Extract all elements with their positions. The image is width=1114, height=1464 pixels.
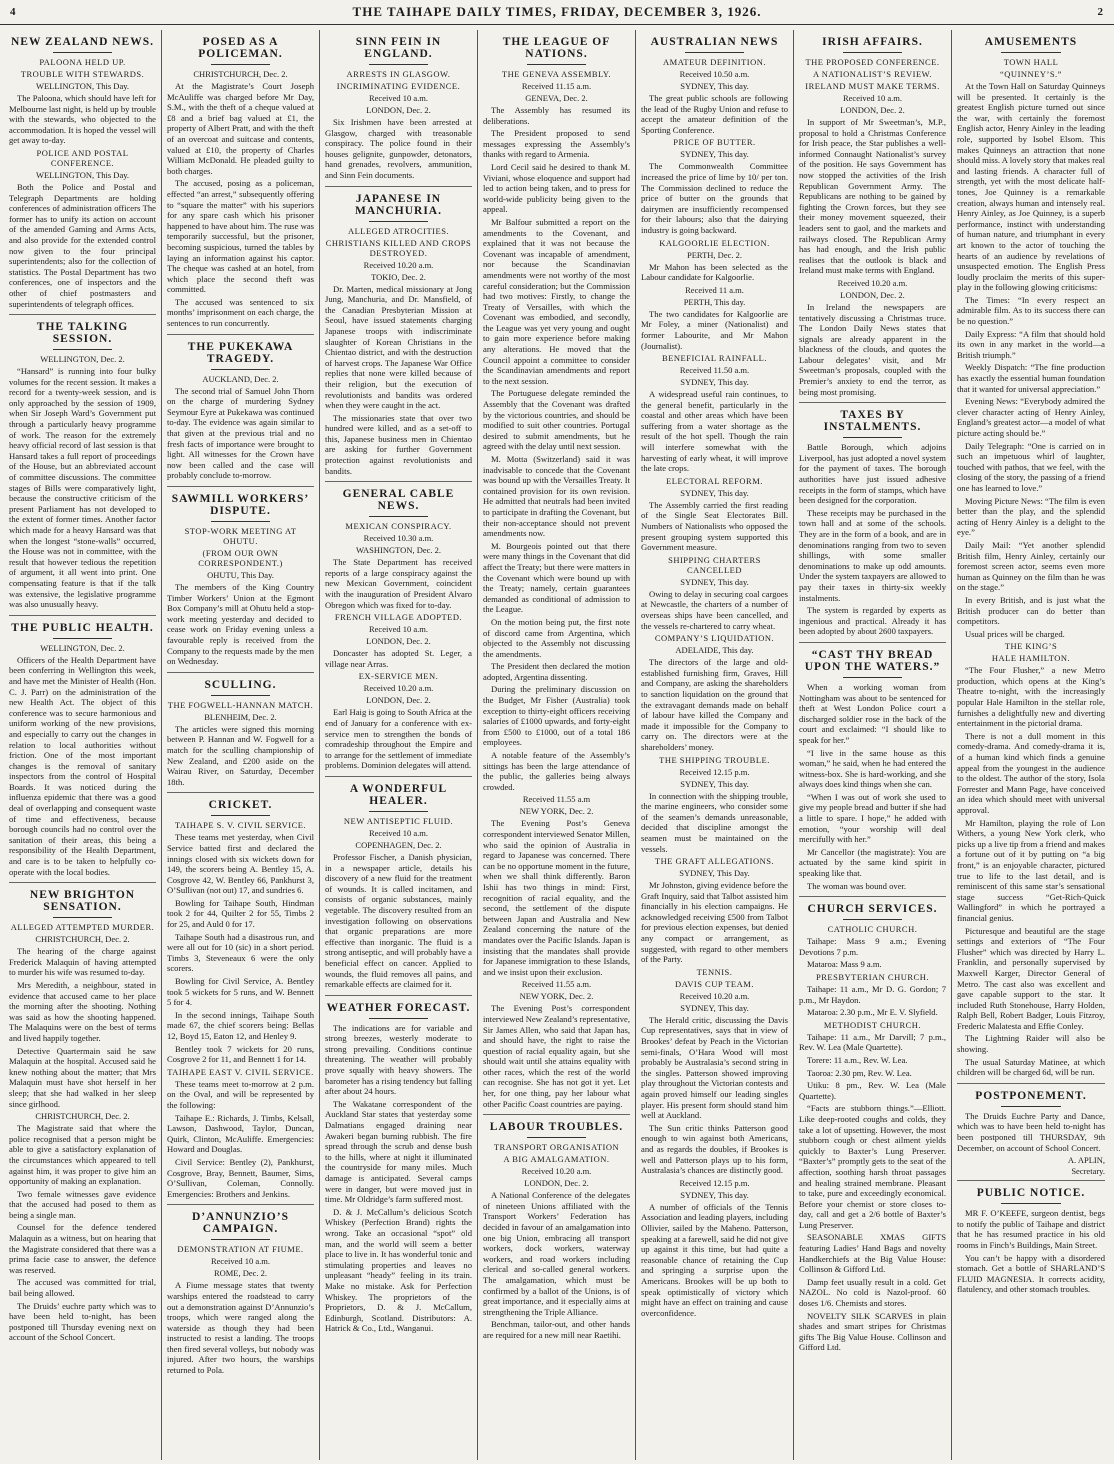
dateline: COPENHAGEN, Dec. 2. (355, 839, 442, 850)
column-1 (4, 30, 162, 1460)
article-subheading: THE SHIPPING TROUBLE. (659, 754, 770, 765)
dateline: Received 11.15 a.m. (521, 81, 592, 91)
article-paragraph: The President proposed to send messages expressing the Assembly’s thanks with regard to Armenia. (483, 128, 630, 160)
headline-rule (527, 1137, 586, 1138)
article-paragraph: Damp feet usually result in a cold. Get NAZOL. No cold is Nazol-proof. 60 doses 1/6. Chemists and stores. (799, 1276, 946, 1309)
dateline: Received 10.50 a.m. (679, 69, 750, 79)
article-paragraph: The great public schools are following the lead of the Rugby Union and refuse to accept the amateur definition of the Sporting Conference. (641, 93, 788, 135)
article-subheading: POLICE AND POSTAL CONFERENCE. (36, 147, 129, 168)
dateline: LONDON, Dec. 2. (524, 1178, 589, 1189)
article-paragraph: M. Bourgeois pointed out that there were many things in the Covenant that did affect the Treaty; but there were matters in the Covenant which were bound up with the Treaty; namely, certain guarantees demanded as conditional of admission to the League. (483, 540, 630, 615)
signature: A. APLIN, (1067, 1155, 1105, 1166)
article-paragraph: The Assembly has resumed its deliberations. (483, 105, 630, 126)
dateline: NEW YORK, Dec. 2. (519, 991, 594, 1002)
headline-rule (211, 369, 270, 370)
article-paragraph: On the motion being put, the first note of discord came from Argentina, which objected to the Assembly not discussing the amendments. (483, 616, 630, 659)
article-paragraph: The Druids Euchre Party and Dance, which was to have been held to-night has been postponed till THURSDAY, 9th December, on account of School Concert. (957, 1110, 1105, 1153)
article (9, 36, 156, 315)
dateline: PERTH, Dec. 2. (687, 249, 742, 260)
article (325, 193, 472, 483)
headline-rule (527, 64, 586, 65)
article-subheading: TROUBLE WITH STEWARDS. (20, 69, 145, 79)
article-paragraph: Bowling for Civil Service, A. Bentley took 5 wickets for 5 runs, and W. Bennett 5 for 4. (167, 976, 314, 1008)
dateline: Received 10.20 a.m. (363, 259, 434, 270)
article-paragraph: Torere: 11 a.m., Rev. W. Lea. (807, 1054, 908, 1065)
article-paragraph: The Lightning Raider will also be showing. (957, 1033, 1105, 1055)
article-subheading: DAVIS CUP TEAM. (675, 978, 754, 989)
article-paragraph: Bentley took 7 wickets for 20 runs, Cosgrove 2 for 11, and Bennett 1 for 14. (167, 1043, 314, 1065)
article (799, 36, 946, 403)
dateline: AUCKLAND, Dec. 2. (202, 373, 279, 384)
article-paragraph: A notable feature of the Assembly’s sittings has been the large attendance of the public, the galleries being always crowded. (483, 750, 630, 792)
article-headline: LABOUR TROUBLES. (489, 1121, 624, 1134)
dateline: Received 10.20 a.m. (679, 990, 750, 1001)
dateline: Received 11 a.m. (685, 284, 744, 295)
dateline: WELLINGTON, Dec. 2. (40, 354, 125, 365)
article (325, 36, 472, 187)
article-subheading: HALE HAMILTON. (991, 653, 1071, 664)
dateline: Received 10.30 a.m. (363, 533, 434, 544)
dateline: Received 10 a.m. (368, 624, 428, 635)
article-paragraph: Owing to delay in securing coal cargoes at Newcastle, the charters of a number of overseas ships have been cancelled, and the vessels re-chartered to carry wheat. (641, 588, 788, 631)
article-headline: SAWMILL WORKERS’ DISPUTE. (171, 493, 310, 517)
article-subheading: KALGOORLIE ELECTION. (659, 237, 770, 248)
article-headline: SINN FEIN IN ENGLAND. (355, 36, 442, 60)
article-paragraph: Picturesque and beautiful are the stage settings and exteriors of “The Four Flusher” which was directed by Harry L. Franklin, and personally supervised by Maxwell Karger, Director General of Metro. The cast also was excellent and gave capable support to the star. It included Ruth Stonehouse, Harry Holden, Ralph Bell, Robert Badger, Louis Fitzroy, Frederic Malatesta and Effie Conley. (957, 925, 1105, 1031)
article-headline: A WONDERFUL HEALER. (349, 782, 448, 807)
article-paragraph: “I live in the same house as this woman,” he said, when he had entered the witness-box. She is hard-working, and she always does kind things when she can. (799, 747, 946, 790)
article (167, 799, 314, 1205)
dateline: TOKIO, Dec. 2. (371, 271, 426, 282)
article-paragraph: Doncaster has adopted St. Leger, a village near Arras. (325, 648, 472, 669)
article-headline: POSTPONEMENT. (975, 1089, 1087, 1102)
article-paragraph: MR F. O’KEEFE, surgeon dentist, begs to notify the public of Taihape and district that he has resumed practice in his old rooms in Finch’s Buildings, Main Street. (957, 1208, 1105, 1250)
headline-rule (1001, 1106, 1060, 1107)
article-paragraph: Mrs Meredith, a neighbour, stated in evidence that accused came to her place the morning after the shooting. Nothing was said as how the shooting happened. The Malaquins were on the best of terms and lived happily together. (9, 980, 156, 1043)
article-headline: D’ANNUNZIO’S CAMPAIGN. (192, 1211, 289, 1236)
article-paragraph: Daily Express: “A film that should hold its own in any market in the world—a British triumph.” (957, 328, 1105, 360)
headline-rule (369, 64, 428, 65)
article-subheading: ALLEGED ATROCITIES. (347, 225, 450, 236)
article (483, 36, 630, 1115)
article-subheading: PRESBYTERIAN CHURCH. (816, 972, 929, 982)
dateline: NEW YORK, Dec. 2. (519, 806, 594, 817)
article-headline: THE PUKEKAWA TRAGEDY. (187, 340, 294, 365)
article-paragraph: Usual prices will be charged. (965, 628, 1065, 639)
article-paragraph: M. Motta (Switzerland) said it was inadvisable to concede that the Covenant was bound up with the Versailles Treaty. It contained provision for its own revision. He admitted that neutrals had been invited to participate in drafting the Covenant, but their non-acceptance should not prevent amendments now. (483, 454, 630, 539)
headline-rule (53, 638, 112, 639)
article-subheading: THE GRAFT ALLEGATIONS. (654, 856, 775, 867)
article (167, 493, 314, 673)
headline-rule (53, 349, 112, 350)
dateline: Received 11.50 a.m. (679, 365, 750, 376)
article-headline: AUSTRALIAN NEWS (650, 36, 779, 48)
article-paragraph: The Herald critic, discussing the Davis Cup representatives, says that in view of Brookes’ defeat by Peach in the Victorian semi-finals, O’Hara Wood will most probably be Australasia’s second string in the singles. Patterson showed improving play throughout the Victorian contests and again proved himself our leading singles player. His present form should stand him well at Auckland. (641, 1014, 788, 1121)
article-paragraph: Both the Police and Postal and Telegraph Departments are holding conferences of administration officers The former has to unify its action on account of the amended Gaming and Arms Acts, and also provide for the extended control now given to the four principal superintendents; also for the collection of statistics. The Postal Department has two conferences, one of inspectors and the other of chief postmasters and superintendents of telegraph offices. (9, 181, 156, 309)
column-4 (478, 30, 636, 1460)
article-paragraph: The Sun critic thinks Patterson good enough to win against both Americans, and as regards the doubles, if Brookes is well and Patterson plays up to his form, Australasia’s chances are distinctly good. (641, 1122, 788, 1176)
article (167, 679, 314, 794)
dateline: Received 10.20 a.m. (521, 1166, 592, 1177)
article-paragraph: The accused was committed for trial, bail being allowed. (9, 1277, 156, 1299)
article-subheading: ALLEGED ATTEMPTED MURDER. (10, 922, 155, 933)
article-paragraph: NOVELTY SILK SCARVES in plain shades and smart stripes for Christmas gifts The Big Value House. Collinson and Gifford Ltd. (799, 1310, 946, 1353)
dateline: WELLINGTON, This Day. (35, 169, 130, 180)
headline-rule (369, 811, 428, 812)
article-subheading: CATHOLIC CHURCH. (827, 924, 918, 935)
dateline: SYDNEY, This day. (680, 1002, 749, 1013)
article-subheading: THE GENEVA ASSEMBLY. (501, 69, 612, 79)
dateline: Received 10 a.m. (368, 827, 428, 838)
dateline: LONDON, Dec. 2. (840, 105, 905, 115)
article-subheading: PRICE OF BUTTER. (673, 137, 756, 148)
column-3 (320, 30, 478, 1460)
dateline: CHRISTCHURCH, Dec. 2. (35, 1111, 130, 1122)
dateline: OHUTU, This Day. (207, 570, 274, 580)
article-paragraph: Daily Telegraph: “One is carried on in such an impetuous whirl of laughter, touched with pathos, that we feel, with the closing of the story, the passing of a friend one has learned to love.” (957, 440, 1105, 493)
article-paragraph: The missionaries state that over two hundred were killed, and as a set-off to this, Japanese business men in Chientao are asking for further Government protection against revolutionists and bandits. (325, 412, 472, 476)
article-paragraph: The President then declared the motion adopted, Argentina dissenting. (483, 661, 630, 682)
article-headline: THE LEAGUE OF NATIONS. (502, 36, 611, 60)
article-paragraph: The Wakatane correspondent of the Auckland Star states that yesterday some Dalmatians engaged draining near Awakeri began burning rubbish. The fire spread through the scrub and dense bush to the hills, where at night it illuminated the countryside for many miles. Much damage is anticipated. Several camps were in danger, but were moved just in time. Mr Oldridge’s farm suffered most. (325, 1098, 472, 1205)
headline-rule (685, 52, 744, 53)
dateline: Received 10 a.m. (842, 93, 902, 103)
article (957, 1090, 1105, 1181)
article-paragraph: In Ireland the newspapers are tentatively discussing a Christmas truce. The London Daily News states that signals are already apparent in the blackness of the clouds, and quotes the Labour delegates’ visit, and Mr Sweetman’s proposals, coupled with the Premier’s anxiety to end the terror, as being most promising. (799, 301, 946, 397)
dateline: WASHINGTON, Dec. 2. (355, 545, 442, 556)
article-paragraph: Mataroa: Mass 9 a.m. (807, 959, 882, 970)
article-paragraph: There is not a dull moment in this comedy-drama. And comedy-drama it is, of a human kind which finds a genuine appeal from the youngest in the audience to the oldest. The author of the story, Isola Forrester and Mann Page, have conceived an idea which should meet with universal approval. (957, 730, 1105, 815)
headline-rule (53, 917, 112, 918)
article-paragraph: Taihape: 11 a.m., Mr Darvill; 7 p.m., Rev. W. Lea (Male Quartette). (799, 1031, 946, 1053)
column-2 (162, 30, 320, 1460)
article-paragraph: Mr Johnston, giving evidence before the Graft Inquiry, said that Talbot assisted him financially in his election campaigns. He acknowledged receiving £500 from Talbot for previous election expenses, but denied any compact or arrangement, as suggested, with regard to other members of the Party. (641, 880, 788, 965)
article (483, 1121, 630, 1345)
article-headline: AMUSEMENTS (984, 36, 1078, 48)
headline-rule (211, 64, 270, 65)
article-paragraph: Mr Mahon has been selected as the Labour candidate for Kalgoorlie. (641, 261, 788, 283)
article-paragraph: Benchman, tailor-out, and other hands are required for a new mill near Raetihi. (483, 1319, 630, 1340)
article-headline: PUBLIC NOTICE. (976, 1187, 1086, 1200)
article-headline: IRISH AFFAIRS. (822, 36, 923, 48)
article-subheading: CHRISTIANS KILLED AND CROPS DESTROYED. (325, 237, 472, 258)
article-subheading: METHODIST CHURCH. (823, 1019, 922, 1030)
dateline: ADELAIDE, This day. (675, 645, 754, 656)
article-paragraph: Taihape E.: Richards, J. Timbs, Kelsall, Lawson, Dashwood, Taylor, Duncan, Quirk, Clinton, McAuliffe. Emergencies: Howard and Douglas. (167, 1112, 314, 1155)
article-paragraph: Counsel for the defence tendered Malaquin as a witness, but on hearing that the Magistrate considered that there was a prima facie case to answer, the defence was reserved. (9, 1222, 156, 1275)
article-subheading: STOP-WORK MEETING AT OHUTU. (184, 526, 297, 546)
article-paragraph: A Fiume message states that twenty warships entered the roadstead to carry out a demonstration against D’Annunzio’s troops, which were ranged along the waterside as though they had been instructed to resist a landing. The troops then fired several volleys, but nobody was injured. After two hours, the warships returned to Pola. (167, 1280, 314, 1376)
article-headline: CRICKET. (208, 799, 273, 812)
dateline: Received 10 a.m. (368, 93, 428, 103)
article-subheading: NEW ANTISEPTIC FLUID. (343, 815, 454, 826)
article-subheading: “QUINNEY’S.” (1000, 69, 1062, 79)
article-headline: TAXES BY INSTALMENTS. (823, 409, 922, 434)
article-paragraph: “The Four Flusher,” a new Metro production, which opens at the King’s Theatre to-night, with the increasingly popular Hale Hamilton in the stellar role, furnishes a delightfully new and diverting entertainment in the pictorial drama. (957, 665, 1105, 729)
dateline: Received 11.55 a.m (522, 794, 591, 805)
dateline: LONDON, Dec. 2. (366, 695, 431, 706)
article-subheading: TAIHAPE S. V. CIVIL SERVICE. (174, 820, 307, 831)
article-headline: THE TALKING SESSION. (36, 321, 129, 346)
article-subheading: TENNIS. (696, 966, 733, 977)
article-paragraph: These receipts may be purchased in the town hall and at some of the schools. They are in the form of a book, and are in denominations ranging from two to seven shillings, with some smaller denominations to make up odd amounts. Under the system taxpayers are allowed to pay their taxes in thirty-six weekly instalments. (799, 507, 946, 603)
article (9, 622, 156, 883)
article (167, 341, 314, 487)
article-paragraph: Officers of the Health Department have been conferring in Wellington this week, and have met the Minister of Health (Hon. C. J. Parr) on the administration of the new Health Act. The object of this conference was to secure harmonious and uniform working of the new provisions, and especially to carry out the changes in relation to local authorities without friction. One of the most important changes is the removal of sanitary inspectors from the control of Hospital Boards. It was noticed during the influenza epidemic that there was a good deal of overlapping and consequent waste of time and effectiveness, because borough councils had no control over the sanitation of their areas, this being a responsibility of the Health Department, and care is to be taken to helpfully co-operate with the local bodies. (9, 654, 156, 877)
dateline: Received 12.15 p.m. (679, 1177, 750, 1188)
article-paragraph: These teams meet to-morrow at 2 p.m. on the Oval, and will be represented by the following: (167, 1078, 314, 1110)
newspaper-columns (4, 30, 1110, 1460)
article-paragraph: The two candidates for Kalgoorlie are Mr Foley, a miner (Nationalist) and former Labourite, and Mr Mahon (Journalist). (641, 308, 788, 351)
article-subheading: THE PROPOSED CONFERENCE. (805, 57, 940, 67)
article-subheading: (FROM OUR OWN CORRESPONDENT.) (198, 548, 283, 568)
page-number-right: 2 (1097, 6, 1104, 18)
article-subheading: PALOONA HELD UP. (39, 57, 126, 67)
article-paragraph: The system is regarded by experts as ingenious and practical. Already it has been adopted by about 2600 taxpayers. (799, 605, 946, 637)
article-subheading: MEXICAN CONSPIRACY. (345, 521, 452, 532)
article-headline: NEW BRIGHTON SENSATION. (29, 889, 136, 914)
dateline: SYDNEY, This day. (680, 149, 749, 160)
article-subheading: SHIPPING CHARTERS CANCELLED (668, 554, 761, 575)
article (9, 889, 156, 1348)
article-paragraph: The Evening Post’s Geneva correspondent interviewed Senator Millen, who said the opinion of Australia in regard to Japanese was concerned. There can be no opportune moment in the future, when we shall think differently. Baron Ishii has two things in mind: First, recognition of racial equality, and the second, the settlement of the dispute between Japan and Australia and New Zealand concerning the nature of the mandates over the Pacific Islands. Japan is insisting that the mandates shall provide for Japanese immigration to these Islands, and we insist upon their exclusion. (483, 818, 631, 977)
article-paragraph: D. & J. McCallum’s delicious Scotch Whiskey (Perfection Brand) rights the wrong. Take an occasional “spot” old man, and the world will seem a better place to live in. It has wonderful tonic and stimulating properties and leaves no unpleasant “heady” feeling in its train. Make no mistake. Ask for Perfection Whiskey. The proprietors of the Proprietors, D. & J. McCallum, Edinburgh, Scotland. Distributors: A. Hatrick & Co., Ltd., Wanganui. (325, 1206, 472, 1334)
article-subheading: ELECTORAL REFORM. (666, 475, 763, 486)
headline-rule (369, 516, 428, 517)
article-paragraph: A National Conference of the delegates of nineteen Unions affiliated with the Transport Workers’ Federation has decided in favour of an amalgamation into one big Union, embracing all transport workers, dock workers, waterway workers, and road workers including clerical and so-called general workers. The amalgamation, which must be confirmed by a ballot of the Unions, is of great importance, and it especially aims at strengthening the Triple Alliance. (483, 1190, 630, 1317)
column-5 (636, 30, 794, 1460)
masthead (0, 0, 1114, 25)
article-paragraph: In support of Mr Sweetman’s, M.P., proposal to hold a Christmas Conference for Irish peace, the Star publishes a well-informed Connaught Nationalist’s survey of the position. He says Government has now stopped the activities of the Irish Republican Government Army. The Republicans are nothing to be gained by fighting the Crown forces, but they see their money movement squeezed, their leaders sent to gaol, and the markets and railways closed. The Republican Army has had enough, and the Irish public realises that the outlook is black and Ireland must make terms with England. (799, 117, 946, 276)
article-paragraph: Bowling for Taihape South, Hindman took 2 for 44, Quilter 2 for 55, Timbs 2 for 25, and Auld 0 for 17. (167, 897, 314, 930)
column-7 (952, 30, 1110, 1460)
article-headline: JAPANESE IN MANCHURIA. (355, 192, 442, 217)
dateline: Received 12.15 p.m. (679, 766, 750, 777)
article-paragraph: At the Magistrate’s Court Joseph McAuliffe was charged before Mr Day, S.M., with the theft of a cheque valued at £8 and a brief bag valued at £1, the property of Albert Pratt, and with the theft of an overcoat and suitcase and contents, valued at £10, the property of Charles William McDonald. He pleaded guilty to both charges. (167, 81, 314, 176)
article-paragraph: Taihape: Mass 9 a.m.; Evening Devotions 7 p.m. (799, 936, 946, 957)
headline-rule (211, 1239, 270, 1240)
dateline: SYDNEY, This day. (680, 576, 749, 587)
dateline: Received 10.20 a.m. (837, 277, 908, 288)
dateline: SYDNEY, This day. (680, 487, 749, 498)
article-paragraph: When a working woman from Nottingham was about to be sentenced for theft at West London Police court a discharged soldier rose in the back of the court and exclaimed: “I should like to speak for her.” (799, 681, 946, 745)
article-subheading: COMPANY’S LIQUIDATION. (654, 633, 775, 644)
article (641, 36, 788, 1323)
dateline: CHRISTCHURCH, Dec. 2. (193, 69, 288, 79)
article-subheading: THE FOGWELL-HANNAN MATCH. (167, 699, 314, 710)
article-headline: CHURCH SERVICES. (807, 903, 938, 916)
article-paragraph: Taoroa: 2.30 pm, Rev. W. Lea. (807, 1067, 912, 1078)
article-subheading: TOWN HALL (1003, 57, 1059, 67)
article-paragraph: In every British, and is just what the British producer can do better than competitors. (957, 594, 1105, 627)
article-paragraph: During the preliminary discussion on the Budget, Mr Fisher (Australia) took exception to thirty-eight officers receiving salaries of £1000 upwards, and forty-eight from £500 to £1000, out of a total 186 employees. (483, 684, 630, 748)
article (167, 36, 314, 335)
headline-rule (211, 815, 270, 816)
article-paragraph: A widespread useful rain continues, to the general benefit, particularly in the coastal and other areas which have been suffering from a water shortage as the result of the hot spell. Though the rain will interfere somewhat with the harvesting of early wheat, it will improve the late crops. (641, 389, 788, 474)
headline-rule (369, 221, 428, 222)
dateline: WELLINGTON, Dec. 2. (40, 642, 125, 653)
article-paragraph: Weekly Dispatch: “The fine production has exactly the essential human foundation that it wanted for universal appreciation.” (957, 362, 1105, 394)
article-headline: GENERAL CABLE NEWS. (342, 488, 455, 513)
article-paragraph: The Commonwealth Committee increased the price of lime by 10/ per ton. The Commission declined to reduce the price of butter on the grounds that dairymen are insufficiently recompensed for their labours; also that the dairying industry is going backward. (641, 161, 788, 235)
article-paragraph: Lord Cecil said he desired to thank M. Viviani, whose eloquence and support had led to action being taken, and to press for world-wide publicity being given to the appeal. (483, 161, 630, 215)
article-paragraph: Detective Quartermain said he saw Malaquin at the hospital. Accused said he knew nothing about the matter; that Mrs Malaquin must have shot herself in her sleep; that she had walked in her sleep since girlhood. (9, 1045, 156, 1109)
article-paragraph: Utiku: 8 pm., Rev. W. Lea (Male Quartette). (799, 1080, 946, 1101)
article-paragraph: Battle Borough, which adjoins Liverpool, has just adopted a novel system for the payment of taxes. The borough authorities have just issued adhesive receipts in the form of stamps, which have been designed for the corporation. (799, 442, 946, 506)
dateline: CHRISTCHURCH, Dec. 2. (35, 934, 130, 945)
article-paragraph: The usual Saturday Matinee, at which children will be charged 6d, will be run. (957, 1056, 1105, 1078)
dateline: SYDNEY, This day. (680, 778, 749, 789)
article-paragraph: Evening News: “Everybody admired the clever character acting of Henry Ainley, England’s greatest actor—a model of what picture acting should be.” (957, 396, 1105, 438)
article-paragraph: The indications are for variable and strong breezes, westerly moderate to strong prevailing. Conditions continue threatening. The weather will probably prove squally with heavy showers. The barometer has a rising tendency but falling after about 24 hours. (325, 1022, 473, 1097)
dateline: ROME, Dec. 2. (213, 1268, 268, 1279)
article-subheading: FRENCH VILLAGE ADOPTED. (334, 612, 463, 623)
article-paragraph: Professor Fischer, a Danish physician, in a newspaper article, details his discovery of a new fluid for the treatment of wounds. It is called incitamen, and consists of organic substances, mainly vegetable. The discovery resulted from an investigation following on observations that organic preparations are more effective than inorganic. The fluid is a strong antiseptic, and will probably have a beneficial effect on cancer. Applied to wounds, the fluid removes all pains, and remarkable effects are claimed for it. (325, 851, 472, 990)
article-subheading: A BIG AMALGAMATION. (503, 1154, 610, 1165)
article-subheading: A NATIONALIST’S REVIEW. (812, 69, 933, 79)
article-paragraph: In connection with the shipping trouble, the marine engineers, who consider some of the seamen’s demands unreasonable, decided that discipline amongst the seamen must be maintained on the vessels. (641, 790, 788, 854)
article-paragraph: Moving Picture News: “The film is even better than the play, and the splendid acting of Henry Ainley is a delight to the eye.” (957, 495, 1105, 538)
article-paragraph: The directors of the large and old-established furnishing firm, Graves, Hill and Company, are asking the shareholders to sanction liquidation on the ground that the extravagant demands made on behalf of labour have killed the Company and made it impossible for the Company to carry on. The directors were at the shareholders’ money. (641, 657, 788, 752)
page-number-left: 4 (10, 6, 17, 18)
article-paragraph: The articles were signed this morning between P. Hannan and W. Fogwell for a match for the sculling championship of New Zealand, and £200 aside on the Wairau River, on Saturday, December 18th. (167, 723, 314, 787)
article-paragraph: The members of the King Country Timber Workers’ Union at the Egmont Box Company’s mill at Ohutu held a stop-work meeting yesterday and decided to cease work on Friday evening unless a favourable reply is received from the Company to the requests made by the men on Wednesday. (167, 582, 314, 667)
article-paragraph: The Paloona, which should have left for Melbourne last night, is held up by trouble with the stewards, who objected to the accommodation. It is hoped the vessel will get away to-day. (9, 93, 156, 146)
article-paragraph: The Evening Post’s correspondent interviewed New Zealand’s representative, Sir James Allen, who said that Japan has, and should have, the right to raise the question of racial equality again, but she should wait until she attains equality with other races, which the rest of the world can recognise. She has not got it yet. Let her, for one thing, pay her labour what other Pacific Coast countries are paying. (483, 1003, 630, 1109)
article (167, 1211, 314, 1380)
headline-rule (1001, 52, 1060, 53)
dateline: Received 10.20 a.m. (363, 683, 434, 694)
article-paragraph: The Druids’ euchre party which was to have been held to-night, has been postponed till Thursday evening next on account of the School Concert. (9, 1300, 156, 1343)
article-paragraph: Taihape South had a disastrous run, and were all out for 10 (sic) in a short period. Timbs 3, Steveneaux 6 were the only scorers. (167, 931, 314, 974)
headline-rule (211, 521, 270, 522)
article-subheading: EX-SERVICE MEN. (358, 671, 439, 682)
article-paragraph: The second trial of Samuel John Thorn on the charge of murdering Sydney Seymour Eyre at Pukekawa was continued to-day. The evidence was again similar to that given at the previous trial and no fresh facts of importance were brought to light. All witnesses for the Crown have now been called and the case will probably conclude to-morrow. (167, 385, 314, 481)
article-subheading: TRANSPORT ORGANISATION (493, 1142, 620, 1153)
article-paragraph: A number of officials of the Tennis Association and leading players, including Ollivier, sailed by the Maheno. Patterson, speaking at a farewell, said he did not give up against it this time, but had quite a reasonable chance of retaining the Cup and springing a surprise upon the Americans. Brookes will be up both to speak optimistically of victory which might have an effect on training and cause overconfidence. (641, 1201, 788, 1318)
article-subheading: THE KING’S (1004, 641, 1058, 652)
article-paragraph: The Magistrate said that where the police recognised that a person might be able to give a satisfactory explanation of the circumstances which appeared to tell against him, it was proper to give him an opportunity of making an explanation. (9, 1123, 156, 1187)
article-paragraph: SEASONABLE XMAS GIFTS featuring Ladies’ Hand Bags and novelty Handkerchiefs at the Big Value House: Collinson & Gifford Ltd. (799, 1232, 946, 1275)
article (325, 1002, 472, 1339)
headline-rule (843, 677, 902, 678)
article-paragraph: The hearing of the charge against Frederick Malaquin of having attempted to murder his wife was resumed to-day. (9, 946, 156, 978)
article-headline: NEW ZEALAND NEWS. (11, 36, 154, 48)
article-paragraph: Earl Haig is going to South Africa at the end of January for a conference with ex-service men to strengthen the bonds of comradeship throughout the Empire and to arrange for the settlement of immediate problems. Dominion delegates will attend. (325, 707, 472, 771)
article-paragraph: Dr. Marten, medical missionary at Jong Jung, Manchuria, and Dr. Mansfield, of the Canadian Presbyterian Mission at Seoul, have issued statements charging Japanese troops with indiscriminate slaughter of Korean Christians in the Chientao district, and with the destruction of harvest crops. The Japanese War Office replies that none were killed because of their religion, but the execution of revolutionists and bandits was ordered when they were caught in the act. (325, 283, 472, 411)
article-paragraph: Taihape: 11 a.m., Mr D. G. Gordon; 7 p.m., Mr Haydon. (799, 984, 946, 1005)
article-paragraph: Mataroa: 2.30 p.m., Mr E. V. Slyfield. (807, 1007, 938, 1018)
dateline: SYDNEY, This Day. (679, 868, 750, 879)
dateline: SYDNEY, This day. (680, 377, 749, 388)
article-headline: WEATHER FORECAST. (326, 1001, 471, 1014)
signature: Secretary. (1071, 1166, 1105, 1177)
article-paragraph: Mr Hamilton, playing the role of Lon Withers, a young New York clerk, who picks up a live tip from a friend and makes a fortune out of it by putting on “a big front,” is an enjoyable character, pictured true to life to the last detail, and is reminiscent of this same star’s sensational stage success “Get-Rich-Quick Wallingford” in which he portrayed a financial genius. (957, 817, 1105, 923)
headline-rule (211, 695, 270, 696)
article-paragraph: The Portuguese delegate reminded the Assembly that the Covenant was drafted by the victorious countries, and should be modified to suit other countries. Portugal desired to submit amendments, but he agreed with the delay until next session. (483, 388, 630, 452)
article-paragraph: At the Town Hall on Saturday Quinneys will be presented. It certainly is the greatest English picture turned out since the war, with certainly the foremost English actor, Henry Ainley in the leading role, supported by Isobel Elsom. This makes Quinneys an attraction that none should miss. A lovely story that makes real and lasting friends. A character full of strength, yet with the most delicate half-tones, Joe Quinney is a remarkable creation, always human and intensely real. Henry Ainley, as Joe Quinney, is a superb performance, instinct with understanding of human nature, and triumphant in every art known to the actor of touching the hearts of an audience by revelations of unsuspected emotion. The English Press loudly proclaim the merits of this super-play in the following glowing criticisms: (957, 81, 1105, 293)
article-subheading: ARRESTS IN GLASGOW. (346, 69, 451, 79)
article-paragraph: The State Department has received reports of a large conspiracy against the new Mexican Government, coincident with the inauguration of President Alvaro Obregon which was fixed for to-day. (325, 557, 472, 610)
article-paragraph: Civil Service: Bentley (2), Pankhurst, Cosgrove, Bray, Bennett, Baumer, Sims, O’Sullivan, Coleman, Connolly. Emergencies: Brothers and Jenkins. (167, 1156, 314, 1199)
article (9, 321, 156, 616)
dateline: WELLINGTON, This Day. (35, 81, 130, 91)
dateline: GENEVA, Dec. 2. (525, 93, 588, 103)
article-headline: POSED AS A POLICEMAN. (198, 36, 283, 60)
headline-rule (369, 1018, 428, 1019)
article-paragraph: “When I was out of work she used to give my people bread and butter if she had a little to spare. I hope,” he added with emotion, “your worship will deal mercifully with her.” (799, 791, 946, 845)
article (799, 903, 946, 1358)
dateline: LONDON, Dec. 2. (840, 289, 905, 300)
headline-rule (1001, 1203, 1060, 1204)
article-subheading: IRELAND MUST MAKE TERMS. (805, 81, 940, 91)
article (957, 1187, 1105, 1300)
article-paragraph: The woman was bound over. (807, 880, 907, 891)
article-paragraph: Mr Cancellor (the magistrate): You are actuated by the same kind spirit in speaking like that. (799, 846, 946, 879)
article (325, 488, 472, 777)
newspaper-title: THE TAIHAPE DAILY TIMES, (352, 4, 557, 19)
headline-rule (843, 437, 902, 438)
article-paragraph: These teams met yesterday, when Civil Service batted first and declared the innings closed with six wickets down for 149, the scorers being A. Bentley 15, A. Cosgrove 42, W. Bentley 66, Pankhurst 3, O’Sullivan (not out) 17, and sundries 6. (167, 832, 314, 896)
article-paragraph: The Times: “In every respect an admirable film. As to its success there can be no question.” (957, 294, 1105, 327)
article-subheading: AMATEUR DEFINITION. (663, 57, 766, 67)
article-headline: “CAST THY BREAD UPON THE WATERS.” (804, 648, 941, 673)
article-paragraph: Daily Mail: “Yet another splendid British film, Henry Ainley, certainly our foremost screen actor, seems even more human as Quinney on the film than he was on the stage.” (957, 539, 1105, 593)
dateline: Received 11.55 a.m. (521, 979, 592, 990)
article (325, 783, 472, 996)
article-paragraph: The accused, posing as a policeman, effected “an arrest,” subsequently offering to “square the matter” with his superiors for any spare cash which his prisoner happened to have about him. The ruse was temporarily successful, but the prisoner, becoming suspicious, turned the tables by laying an information against his captor. The cheque was cashed at an hotel, from which place the second theft was committed. (167, 178, 314, 295)
article-paragraph: Six Irishmen have been arrested at Glasgow, charged with treasonable conspiracy. The police found in their houses gelignite, gunpowder, detonators, hand grenades, revolvers, ammunition, and Sinn Fein documents. (325, 117, 472, 180)
article-paragraph: “Facts are stubborn things.”—Elliott. Like deep-rooted coughs and colds, they take a lot of upsetting. However, the most stubborn cough or chest ailment yields quickly to Baxter’s Lung Preserver. “Baxter’s” promptly gets to the seat of the affection, soothing harsh throat passages and healing strained membrane. Pleasant to take, pure and exceedingly economical. Before your chemist or store closes to-day, call and get a 2/6 bottle of Baxter’s Lung Preserver. (799, 1103, 946, 1230)
article-paragraph: The accused was sentenced to six months’ imprisonment on each charge, the sentences to run concurrently. (167, 296, 314, 329)
headline-rule (843, 919, 902, 920)
article-paragraph: You can’t be happy with a disordered stomach. Get a bottle of SHARLAND’S FLUID MAGNESIA. It corrects acidity, flatulency, and other stomach troubles. (957, 1252, 1105, 1295)
dateline: Received 10 a.m. (210, 1256, 270, 1267)
article-subheading: BENEFICIAL RAINFALL. (662, 353, 767, 364)
article (957, 36, 1105, 1084)
headline-rule (843, 52, 902, 53)
headline-rule (53, 52, 112, 53)
dateline: SYDNEY, This day. (680, 81, 749, 91)
article-subheading: TAIHAPE EAST V. CIVIL SERVICE. (167, 1066, 314, 1077)
issue-date: FRIDAY, DECEMBER 3, 1926. (561, 4, 762, 19)
article-headline: SCULLING. (204, 678, 277, 691)
article (799, 409, 946, 643)
dateline: SYDNEY, This day. (680, 1189, 749, 1200)
article-paragraph: “Hansard” is running into four bulky volumes for the recent session. It makes a record for a twenty-week session, and is only approached by the session of 1909, when Sir Joseph Ward’s Government put through a particularly heavy programme of work. The reason for the extremely heavy official record of last session is that Hansard takes a full report of proceedings of the House, but an abbreviated account of committee discussions. The committee stages of Bills were comparatively light, because the constructive criticism of the present Parliament has not developed to the extent of former times. Another factor which made for a heavy Hansard was that when the longest “stone-walls” occurred, the House was not in committee, with the result that however tedious the repetition of argument, it all went into print. One compensating feature is that if the talk was extensive, the legislative programme was also unusually heavy. (9, 366, 156, 610)
dateline: LONDON, Dec. 2. (366, 105, 431, 115)
article-paragraph: In the second innings, Taihape South made 67, the chief scorers being: Bellas 12, Boyd 15, Eaton 12, and Henley 9. (167, 1009, 314, 1041)
article-subheading: DEMONSTRATION AT FIUME. (177, 1244, 304, 1255)
article-paragraph: Mr Balfour submitted a report on the amendments to the Covenant, and explained that it was not because the Covenant was incapable of amendment, nor because the Scandinavian amendments were not worthy of the most careful consideration; but the Commission had two motives: Firstly, to change the Treaty of Versailles, with which the Covenant was embodied, and secondly, the League was yet very young and ought to gain more experience before making any alterations. He moved that the Council appoint a committee to consider the Scandinavian amendments and report to the next session. (483, 216, 630, 386)
article (799, 649, 946, 897)
article-headline: THE PUBLIC HEALTH. (11, 621, 154, 634)
article-subheading: INCRIMINATING EVIDENCE. (336, 81, 461, 91)
article-paragraph: Two female witnesses gave evidence that the accused had posed to them as being a single man. (9, 1188, 156, 1220)
column-6 (794, 30, 952, 1460)
article-paragraph: The Assembly carried the first reading of the Single Seat Electorates Bill. Numbers of Nationalists who opposed the present grouping system supported this Government measure. (641, 499, 788, 553)
dateline: PERTH, This day. (683, 296, 746, 307)
dateline: LONDON, Dec. 2. (366, 636, 431, 647)
dateline: BLENHEIM, Dec. 2. (204, 711, 277, 722)
